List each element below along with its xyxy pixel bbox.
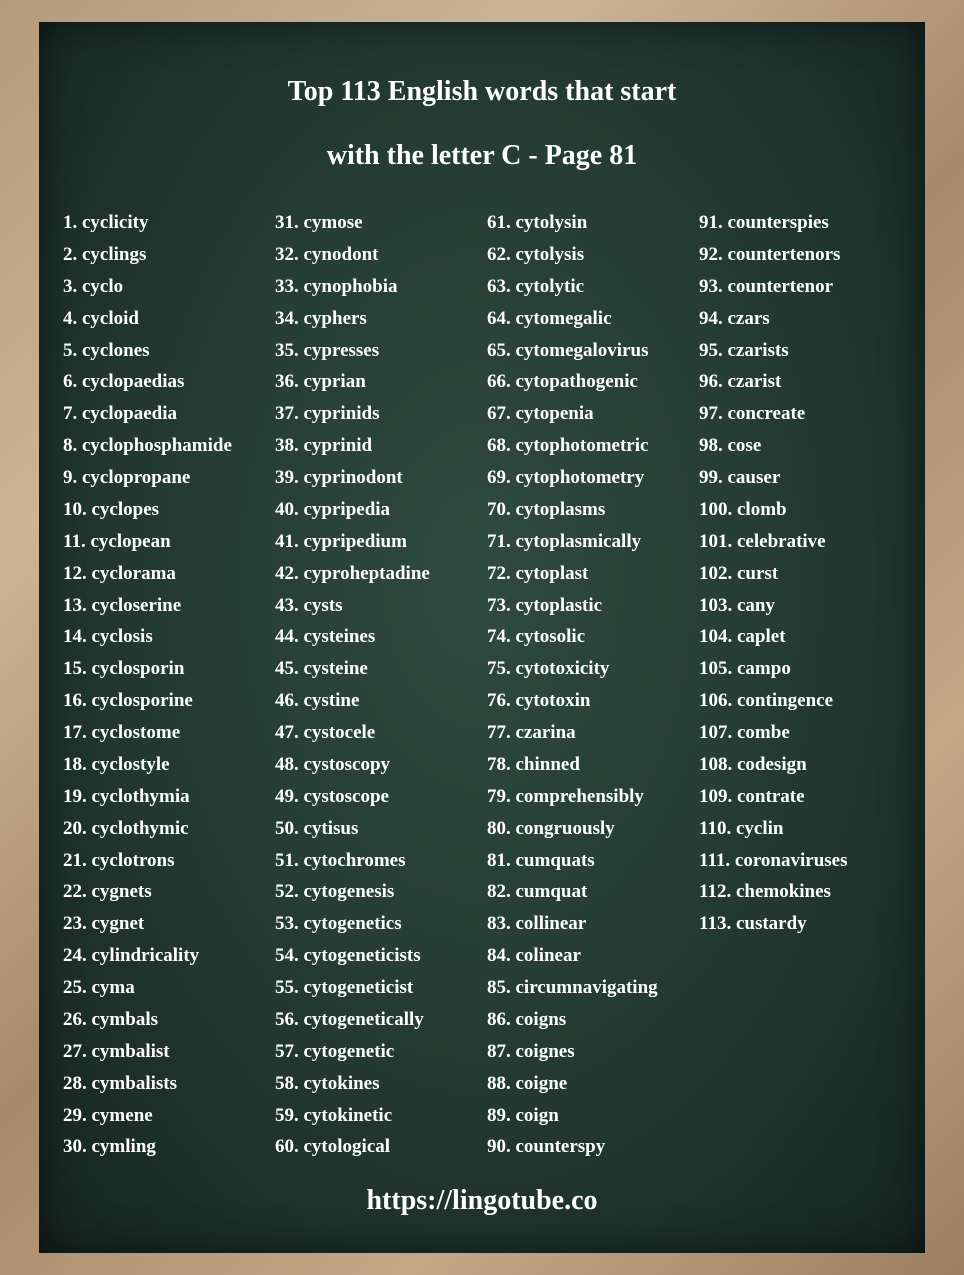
word-list-item: 1. cyclicity bbox=[63, 212, 149, 233]
word-list-item: 9. cyclopropane bbox=[63, 467, 191, 488]
word-list-item: 78. chinned bbox=[487, 753, 580, 775]
word-list-item: 54. cytogeneticists bbox=[275, 945, 421, 967]
word-list-item: 34. cyphers bbox=[275, 307, 367, 329]
word-list-item: 37. cyprinids bbox=[275, 403, 380, 425]
word-column-3 bbox=[487, 211, 658, 1167]
word-list-item: 86. coigns bbox=[487, 1008, 567, 1030]
word-list-item: 66. cytopathogenic bbox=[487, 371, 638, 393]
word-list-item: 36. cyprian bbox=[275, 371, 366, 393]
word-list-item: 46. cystine bbox=[275, 690, 360, 712]
word-list-item: 65. cytomegalovirus bbox=[487, 339, 649, 361]
word-column-2 bbox=[275, 211, 430, 1167]
word-list-item: 91. counterspies bbox=[699, 212, 829, 233]
word-list-item: 94. czars bbox=[699, 307, 770, 329]
word-list-item: 93. countertenor bbox=[699, 275, 834, 297]
word-list-item: 4. cycloid bbox=[63, 307, 139, 329]
word-list-item: 55. cytogeneticist bbox=[275, 977, 414, 998]
word-list-item: 110. cyclin bbox=[699, 817, 784, 839]
word-list-item: 31. cymose bbox=[275, 212, 363, 233]
word-list-item: 24. cylindricality bbox=[63, 945, 200, 967]
word-list-item: 99. causer bbox=[699, 467, 781, 488]
word-list-item: 39. cyprinodont bbox=[275, 467, 403, 488]
word-list-item: 44. cysteines bbox=[275, 626, 376, 648]
word-list-item: 22. cygnets bbox=[63, 881, 152, 903]
word-list-item: 5. cyclones bbox=[63, 339, 150, 361]
word-list-item: 10. cyclopes bbox=[63, 498, 160, 520]
word-list-item: 77. czarina bbox=[487, 722, 576, 743]
word-list-item: 23. cygnet bbox=[63, 913, 145, 935]
word-list-item: 3. cyclo bbox=[63, 275, 124, 297]
word-list-item: 32. cynodont bbox=[275, 243, 379, 265]
word-list-item: 84. colinear bbox=[487, 945, 581, 967]
word-list-item: 52. cytogenesis bbox=[275, 881, 395, 903]
word-list-item: 98. cose bbox=[699, 435, 762, 457]
word-list-item: 97. concreate bbox=[699, 403, 806, 425]
page-title-line-2: with the letter C - Page 81 bbox=[326, 140, 638, 171]
word-list-item: 104. caplet bbox=[699, 626, 786, 648]
word-list-item: 27. cymbalist bbox=[63, 1040, 170, 1062]
word-list-item: 29. cymene bbox=[63, 1104, 153, 1126]
word-list-item: 45. cysteine bbox=[275, 658, 368, 680]
word-list-item: 80. congruously bbox=[487, 817, 615, 839]
word-list-item: 73. cytoplastic bbox=[487, 594, 603, 616]
word-list-item: 96. czarist bbox=[699, 371, 782, 393]
word-list-item: 20. cyclothymic bbox=[63, 817, 189, 839]
word-list-item: 30. cymling bbox=[63, 1136, 156, 1158]
word-list-item: 43. cysts bbox=[275, 594, 343, 616]
word-column-1 bbox=[63, 211, 232, 1167]
word-list-item: 33. cynophobia bbox=[275, 275, 398, 297]
word-list-item: 111. coronaviruses bbox=[699, 849, 848, 871]
word-list-item: 25. cyma bbox=[63, 977, 135, 998]
word-list-item: 28. cymbalists bbox=[63, 1072, 177, 1094]
word-list-item: 26. cymbals bbox=[63, 1008, 158, 1030]
word-list-item: 18. cyclostyle bbox=[63, 753, 170, 775]
word-list-item: 48. cystoscopy bbox=[275, 753, 391, 775]
word-list-item: 59. cytokinetic bbox=[275, 1104, 393, 1126]
word-list-item: 35. cypresses bbox=[275, 339, 380, 361]
word-list-item: 69. cytophotometry bbox=[487, 467, 645, 488]
word-list-item: 38. cyprinid bbox=[275, 435, 373, 457]
word-list-item: 61. cytolysin bbox=[487, 212, 588, 233]
word-list-item: 56. cytogenetically bbox=[275, 1008, 424, 1030]
word-list-item: 21. cyclotrons bbox=[63, 849, 175, 871]
word-list-item: 71. cytoplasmically bbox=[487, 530, 642, 552]
word-list-item: 75. cytotoxicity bbox=[487, 658, 610, 680]
word-list-item: 53. cytogenetics bbox=[275, 913, 402, 935]
word-list-item: 82. cumquat bbox=[487, 881, 588, 903]
word-list-item: 95. czarists bbox=[699, 339, 789, 361]
word-list-item: 13. cycloserine bbox=[63, 594, 182, 616]
word-list-item: 60. cytological bbox=[275, 1136, 391, 1158]
word-list-item: 83. collinear bbox=[487, 913, 587, 935]
word-list-item: 19. cyclothymia bbox=[63, 785, 190, 807]
word-list-item: 100. clomb bbox=[699, 498, 787, 520]
word-list-item: 58. cytokines bbox=[275, 1072, 380, 1094]
word-list-item: 108. codesign bbox=[699, 753, 807, 775]
word-list-item: 50. cytisus bbox=[275, 817, 359, 839]
word-list-item: 90. counterspy bbox=[487, 1136, 606, 1158]
word-list-item: 2. cyclings bbox=[63, 243, 147, 265]
word-list-item: 113. custardy bbox=[699, 913, 807, 935]
word-list-item: 17. cyclostome bbox=[63, 722, 181, 743]
word-list-item: 81. cumquats bbox=[487, 849, 595, 871]
word-list-item: 67. cytopenia bbox=[487, 403, 594, 425]
word-list-item: 49. cystoscope bbox=[275, 785, 389, 807]
word-list-item: 72. cytoplast bbox=[487, 562, 589, 584]
word-list-item: 12. cyclorama bbox=[63, 562, 176, 584]
word-list-item: 107. combe bbox=[699, 722, 790, 743]
word-list-item: 51. cytochromes bbox=[275, 849, 406, 871]
word-list-item: 41. cypripedium bbox=[275, 530, 407, 552]
word-list-item: 63. cytolytic bbox=[487, 275, 585, 297]
word-list-item: 102. curst bbox=[699, 562, 779, 584]
word-list-item: 79. comprehensibly bbox=[487, 785, 644, 807]
word-list-item: 42. cyproheptadine bbox=[275, 562, 430, 584]
word-list-item: 62. cytolysis bbox=[487, 243, 585, 265]
word-list-item: 112. chemokines bbox=[699, 881, 831, 903]
word-list-item: 6. cyclopaedias bbox=[63, 371, 185, 393]
word-list-item: 16. cyclosporine bbox=[63, 690, 193, 712]
word-list-item: 85. circumnavigating bbox=[487, 977, 658, 998]
word-list-item: 74. cytosolic bbox=[487, 626, 586, 648]
word-list-item: 40. cypripedia bbox=[275, 498, 391, 520]
site-url: https://lingotube.co bbox=[366, 1185, 598, 1216]
word-list-item: 7. cyclopaedia bbox=[63, 403, 177, 425]
word-list-item: 64. cytomegalic bbox=[487, 307, 612, 329]
word-list-item: 103. cany bbox=[699, 594, 775, 616]
word-list-item: 109. contrate bbox=[699, 785, 805, 807]
word-list-item: 101. celebrative bbox=[699, 530, 826, 552]
word-list-item: 68. cytophotometric bbox=[487, 435, 649, 457]
word-column-4 bbox=[699, 211, 848, 944]
word-list-item: 92. countertenors bbox=[699, 243, 841, 265]
word-list-item: 87. coignes bbox=[487, 1040, 575, 1062]
word-list-item: 8. cyclophosphamide bbox=[63, 435, 232, 457]
word-list-item: 105. campo bbox=[699, 658, 791, 680]
word-list-item: 89. coign bbox=[487, 1104, 559, 1126]
page-title-line-1: Top 113 English words that start bbox=[287, 76, 677, 107]
word-list-item: 106. contingence bbox=[699, 690, 834, 712]
word-list-item: 70. cytoplasms bbox=[487, 498, 606, 520]
word-list-item: 76. cytotoxin bbox=[487, 690, 591, 712]
word-list-item: 11. cyclopean bbox=[63, 530, 171, 552]
word-list-item: 88. coigne bbox=[487, 1072, 568, 1094]
word-list-item: 14. cyclosis bbox=[63, 626, 153, 648]
word-list-item: 57. cytogenetic bbox=[275, 1040, 395, 1062]
word-list-item: 15. cyclosporin bbox=[63, 658, 185, 680]
word-list-item: 47. cystocele bbox=[275, 722, 376, 743]
